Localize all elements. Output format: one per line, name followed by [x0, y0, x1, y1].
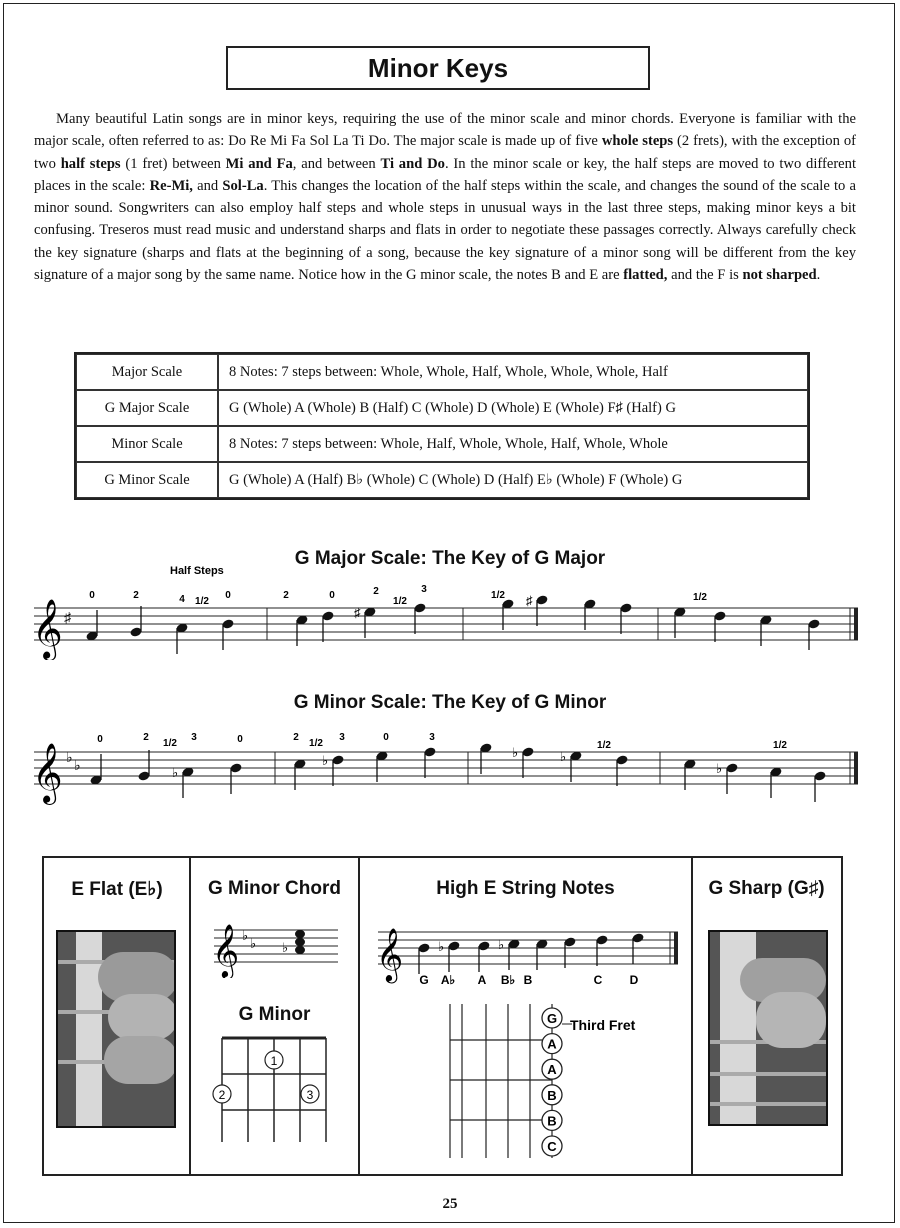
- fret-label: 0: [89, 590, 95, 601]
- fret-label: 2: [283, 590, 289, 601]
- note-name-label: C: [593, 973, 603, 986]
- flat-icon: ♭: [66, 749, 73, 765]
- note-name-label: B♭: [500, 973, 516, 986]
- table-row: [76, 426, 808, 462]
- fret-label: 3: [191, 732, 197, 743]
- fret-note-label: B: [547, 1087, 557, 1103]
- flat-icon: ♭: [438, 939, 445, 954]
- fret-note-label: A: [547, 1062, 557, 1078]
- page-number: 25: [442, 1196, 458, 1212]
- fret-label: 1/2: [773, 740, 787, 751]
- staff1-caption: G Major Scale: The Key of G Major: [294, 548, 606, 569]
- finger-number: 3: [306, 1088, 314, 1102]
- fret-label: 1/2: [195, 596, 209, 607]
- finger-number: 1: [270, 1054, 278, 1068]
- finger-number: 2: [218, 1088, 226, 1102]
- eflat-photo: [56, 930, 176, 1128]
- fret-note-label: C: [547, 1139, 557, 1154]
- fret-label: 2: [373, 586, 379, 597]
- eflat-title: E Flat (E♭): [71, 879, 163, 900]
- sharp-icon: ♯: [64, 609, 71, 625]
- flat-icon: ♭: [498, 937, 505, 952]
- treble-clef-icon: 𝄞: [376, 928, 404, 980]
- flat-icon: ♭: [250, 936, 257, 951]
- fret-label: 2: [293, 732, 299, 743]
- gminor-diagram-title: G Minor: [238, 1004, 311, 1025]
- fret-label: 3: [429, 732, 435, 743]
- page-title: Minor Keys: [226, 46, 650, 90]
- scale-desc-cell: G (Whole) A (Whole) B (Half) C (Whole) D (Whole) E (Whole) F♯ (Half) G: [218, 390, 808, 426]
- flat-icon: ♭: [242, 928, 249, 943]
- intro-paragraph: Many beautiful Latin songs are in minor keys, requiring the use of the minor scale and minor chords. Everyone is familiar with the major scale, often referred to as: Do Re Mi Fa Sol La Ti Do. The major scale is made up of five whole steps (2 frets), with the exception of two half steps (1 fret) between Mi and Fa, and between Ti and Do. In the minor scale or key, the half steps are moved to two different places in the scale: Re-Mi, and Sol-La. This changes the location of the half steps within the scale, and changes the sound of the scale to a minor sound. Songwriters can also employ half steps and whole steps in unusual ways in the last three steps, making minor keys a bit confusing. Treseros must read music and understand sharps and flats in order to negotiate these passages correctly. Always carefully check the key signature (sharps and flats at the beginning of a song, because the key signature of a minor song will be different from the key signature of a major song by the same name. Notice how in the G minor scale, the notes B and E are flatted, and the F is not sharped.: [34, 111, 857, 284]
- fret-label: 0: [97, 734, 103, 745]
- gminor-chord-staff: [212, 914, 340, 978]
- g-minor-staff: [30, 710, 870, 810]
- scale-table: [74, 352, 810, 500]
- note-name-label: B: [523, 973, 533, 986]
- high-e-title: High E String Notes: [436, 878, 615, 899]
- fret-label: 3: [339, 732, 345, 743]
- scale-name-cell: Major Scale: [76, 354, 218, 390]
- fret-label: 3: [421, 584, 427, 595]
- fret-label: 2: [133, 590, 139, 601]
- gsharp-photo: [708, 930, 828, 1126]
- flat-icon: ♭: [172, 765, 179, 780]
- treble-clef-icon: 𝄞: [32, 744, 63, 802]
- note-name-label: D: [629, 973, 639, 986]
- flat-icon: ♭: [74, 757, 81, 773]
- staff2-notes: [89, 732, 826, 802]
- fret-label: 4: [179, 594, 185, 605]
- sharp-icon: ♯: [354, 605, 361, 620]
- note-name-label: A: [477, 973, 487, 986]
- fret-label: 1/2: [597, 740, 611, 751]
- half-steps-annotation: Half Steps: [170, 565, 224, 577]
- fret-label: 1/2: [693, 592, 707, 603]
- scale-name-cell: G Minor Scale: [76, 462, 218, 498]
- treble-clef-icon: 𝄞: [32, 600, 63, 658]
- gsharp-title: G Sharp (G♯): [708, 878, 825, 899]
- table-row: [76, 390, 808, 426]
- flat-icon: ♭: [716, 761, 723, 776]
- table-row: [76, 462, 808, 498]
- high-e-fretboard: [444, 1004, 684, 1160]
- note-name-label: A♭: [440, 973, 456, 986]
- treble-clef-icon: 𝄞: [212, 924, 240, 976]
- fret-note-label: G: [546, 1011, 558, 1026]
- gminor-chord-diagram: [208, 1034, 342, 1144]
- sharp-icon: ♯: [526, 593, 533, 608]
- scale-desc-cell: G (Whole) A (Half) B♭ (Whole) C (Whole) D (Half) E♭ (Whole) F (Whole) G: [218, 462, 808, 498]
- fret-label: 2: [143, 732, 149, 743]
- scale-name-cell: G Major Scale: [76, 390, 218, 426]
- fret-label: 1/2: [163, 738, 177, 749]
- fret-label: 1/2: [393, 596, 407, 607]
- fret-label: 0: [383, 732, 389, 743]
- third-fret-label: Third Fret: [570, 1017, 636, 1033]
- fret-label: 0: [329, 590, 335, 601]
- flat-icon: ♭: [512, 745, 519, 760]
- gminor-chord-title: G Minor Chord: [208, 878, 341, 899]
- staff1-notes: [85, 584, 820, 654]
- fret-label: 0: [225, 590, 231, 601]
- fret-label: 1/2: [309, 738, 323, 749]
- scale-desc-cell: 8 Notes: 7 steps between: Whole, Whole, Half, Whole, Whole, Whole, Half: [218, 354, 808, 390]
- flat-icon: ♭: [560, 749, 567, 764]
- fret-note-label: A: [547, 1036, 557, 1052]
- flat-icon: ♭: [282, 940, 289, 955]
- table-row: [76, 354, 808, 390]
- staff2-caption: G Minor Scale: The Key of G Minor: [293, 692, 607, 713]
- fret-label: 0: [237, 734, 243, 745]
- high-e-staff: [376, 912, 680, 986]
- g-major-staff: [30, 560, 870, 660]
- note-name-label: G: [419, 973, 429, 986]
- fret-note-label: B: [547, 1113, 557, 1129]
- scale-name-cell: Minor Scale: [76, 426, 218, 462]
- bottom-panels: [42, 856, 843, 1176]
- scale-desc-cell: 8 Notes: 7 steps between: Whole, Half, Whole, Whole, Half, Whole, Whole: [218, 426, 808, 462]
- flat-icon: ♭: [322, 753, 329, 768]
- fret-label: 1/2: [491, 590, 505, 601]
